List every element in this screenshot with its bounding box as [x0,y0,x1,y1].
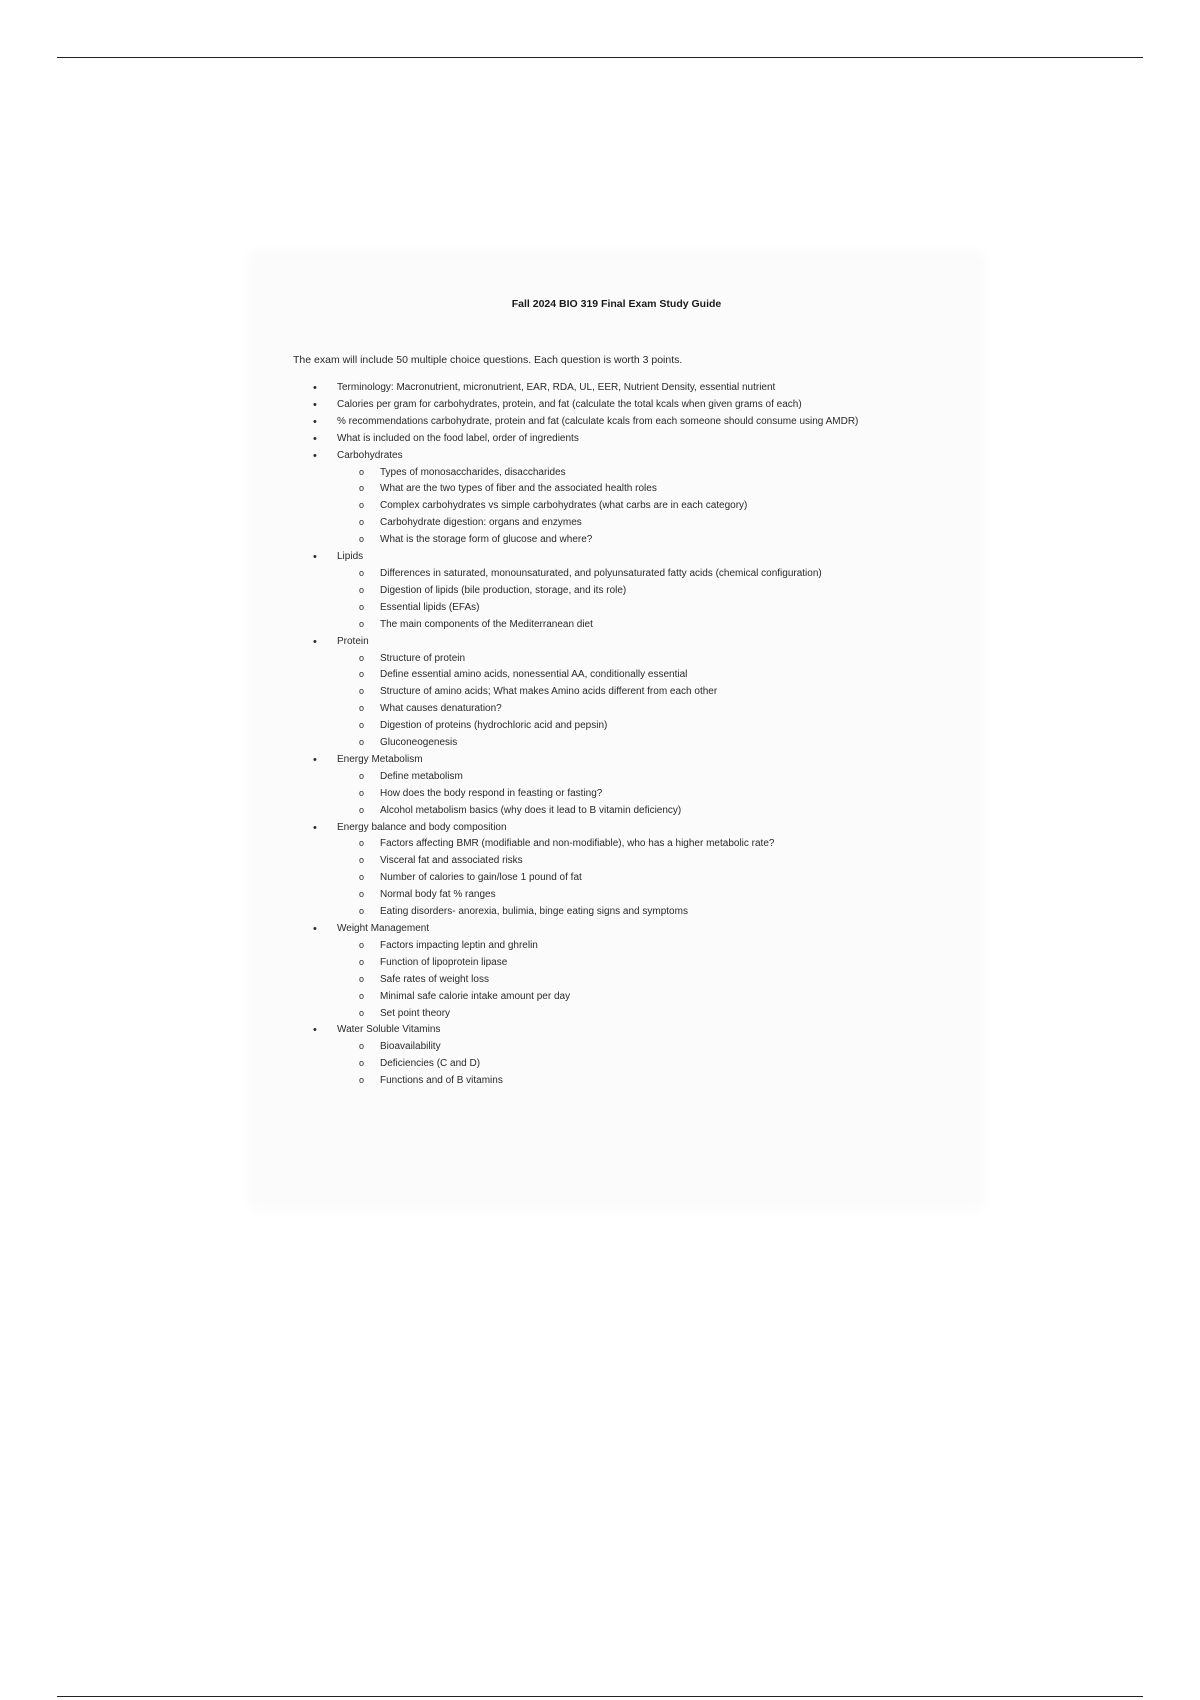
subtopic-item: o Deficiencies (C and D) [337,1056,943,1073]
topic-label: Water Soluble Vitamins [337,1024,441,1036]
topic-item [293,1022,943,1090]
document-title: Fall 2024 BIO 319 Final Exam Study Guide [511,298,722,310]
subtopic-item: o Number of calories to gain/lose 1 pound of fat [337,870,943,887]
subtopic-item: o Define metabolism [337,769,943,786]
subtopic-item: o Bioavailability [337,1039,943,1056]
topic-label: Terminology: Macronutrient, micronutrient, EAR, RDA, UL, EER, Nutrient Density, essential nutrient [337,382,776,393]
topic-item [293,921,943,1022]
topic-item [293,634,943,752]
subtopic-item: o What are the two types of fiber and the associated health roles [337,481,943,498]
subtopic-item: o Complex carbohydrates vs simple carbohydrates (what carbs are in each category) [337,498,943,515]
topic-label: What is included on the food label, order of ingredients [337,432,579,444]
top-divider [57,57,1143,58]
subtopic-item: o Safe rates of weight loss [337,972,943,989]
topic-item [293,820,943,921]
subtopic-list [337,1039,943,1090]
subtopic-list [337,836,943,921]
topic-item [293,431,943,448]
subtopic-list [337,465,943,550]
subtopic-item: o What causes denaturation? [337,701,943,718]
subtopic-item: o Digestion of proteins (hydrochloric acid and pepsin) [337,718,943,735]
subtopic-item: o Functions and of B vitamins [337,1073,943,1090]
topic-label: Calories per gram for carbohydrates, protein, and fat (calculate the total kcals when given grams of each) [337,398,802,410]
subtopic-item: o Eating disorders- anorexia, bulimia, binge eating signs and symptoms [337,904,943,921]
topic-list [293,380,943,1090]
study-guide-page [255,258,978,1203]
bottom-divider [57,1696,1143,1697]
subtopic-item: o Function of lipoprotein lipase [337,955,943,972]
subtopic-item: o Factors impacting leptin and ghrelin [337,938,943,955]
topic-label: Energy Metabolism [337,753,423,765]
topic-item [293,549,943,634]
topic-label: Lipids [337,551,364,563]
subtopic-item: o Essential lipids (EFAs) [337,600,943,617]
subtopic-item: o Structure of protein [337,651,943,668]
topic-label: % recommendations carbohydrate, protein and fat (calculate kcals from each someone should consume using AMDR) [337,415,859,427]
topic-label: Protein [337,635,369,647]
subtopic-item: o Normal body fat % ranges [337,887,943,904]
subtopic-item: o Visceral fat and associated risks [337,853,943,870]
subtopic-list [337,769,943,820]
subtopic-item: o How does the body respond in feasting or fasting? [337,786,943,803]
subtopic-list [337,566,943,634]
subtopic-list [337,938,943,1023]
subtopic-item: o Digestion of lipids (bile production, storage, and its role) [337,583,943,600]
topic-item [293,397,943,414]
subtopic-list [337,651,943,752]
subtopic-item: o Set point theory [337,1006,943,1023]
subtopic-item: o Minimal safe calorie intake amount per day [337,989,943,1006]
subtopic-item: o Gluconeogenesis [337,735,943,752]
subtopic-item: o Types of monosaccharides, disaccharides [337,465,943,482]
exam-intro: The exam will include 50 multiple choice questions. Each question is worth 3 points. [293,354,683,366]
subtopic-item: o Differences in saturated, monounsaturated, and polyunsaturated fatty acids (chemical configuration) [337,566,943,583]
subtopic-item: o The main components of the Mediterranean diet [337,617,943,634]
topic-label: Energy balance and body composition [337,821,507,833]
subtopic-item: o Structure of amino acids; What makes Amino acids different from each other [337,684,943,701]
topic-label: Weight Management [337,923,430,934]
topic-item [293,448,943,549]
subtopic-item: o Carbohydrate digestion: organs and enzymes [337,515,943,532]
topic-label: Carbohydrates [337,449,403,461]
subtopic-item: o Define essential amino acids, nonessential AA, conditionally essential [337,667,943,684]
topic-item [293,752,943,820]
subtopic-item: o Factors affecting BMR (modifiable and non-modifiable), who has a higher metabolic rate? [337,836,943,853]
subtopic-item: o What is the storage form of glucose and where? [337,532,943,549]
topic-item [293,380,943,397]
subtopic-item: o Alcohol metabolism basics (why does it lead to B vitamin deficiency) [337,803,943,820]
topic-item [293,414,943,431]
